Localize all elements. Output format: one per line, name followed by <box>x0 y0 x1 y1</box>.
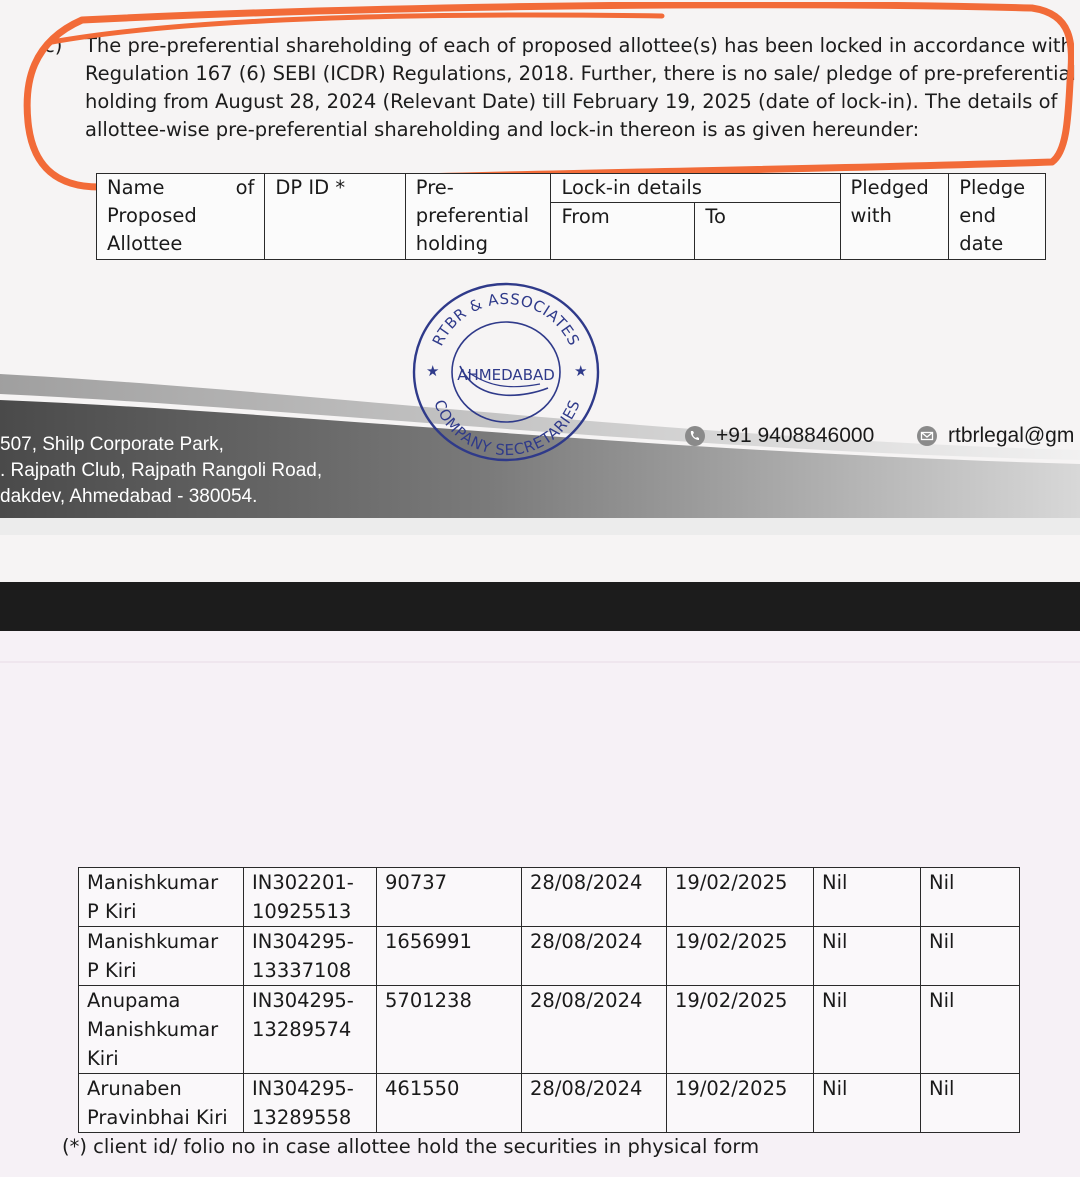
cell-from: 28/08/2024 <box>522 1074 667 1133</box>
allottee-rows-table <box>78 867 1020 1133</box>
cell-text: IN304295- <box>252 1077 354 1100</box>
cell-from: 28/08/2024 <box>522 868 667 927</box>
cell-to: 19/02/2025 <box>667 868 814 927</box>
header-text: Name <box>107 176 165 199</box>
header-text: Pledged <box>850 176 929 199</box>
cell-text: Manishkumar <box>87 1018 219 1041</box>
paragraph-line: Regulation 167 (6) SEBI (ICDR) Regulations, 2018. Further, there is no sale/ pledge of pre-preferential <box>85 62 1076 85</box>
cell-pledge-end: Nil <box>921 927 1020 986</box>
cell-pledged: Nil <box>814 1074 921 1133</box>
header-text: holding <box>415 232 489 255</box>
col-pledged-header <box>840 174 949 260</box>
col-pledge-end-header <box>949 174 1046 260</box>
seal-star: ★ <box>574 362 588 380</box>
page-edge <box>0 661 1080 663</box>
letterhead-email <box>916 424 1074 448</box>
cell-from: 28/08/2024 <box>522 986 667 1074</box>
cell-text: P Kiri <box>87 959 137 982</box>
email-address: rtbrlegal@gm <box>948 424 1075 447</box>
cell-text: IN304295- <box>252 930 354 953</box>
cell-pledged: Nil <box>814 986 921 1074</box>
seal-city: AHMEDABAD <box>457 366 555 384</box>
header-text: Pledge <box>959 176 1026 199</box>
cell-to: 19/02/2025 <box>667 986 814 1074</box>
cell-holding: 1656991 <box>377 927 522 986</box>
cell-from: 28/08/2024 <box>522 927 667 986</box>
cell-pledged: Nil <box>814 868 921 927</box>
header-text: with <box>850 204 892 227</box>
cell-holding: 5701238 <box>377 986 522 1074</box>
col-name-header <box>97 174 265 260</box>
table-row <box>79 868 1020 927</box>
cell-text: IN302201- <box>252 871 354 894</box>
header-text: Pre- <box>415 176 454 199</box>
header-text: end <box>959 204 996 227</box>
allottee-header-table <box>96 173 1046 260</box>
address-line: dakdev, Ahmedabad - 380054. <box>0 486 258 507</box>
cell-dpid <box>244 986 377 1074</box>
cell-text: 13289574 <box>252 1018 352 1041</box>
table-row <box>79 927 1020 986</box>
cell-holding: 90737 <box>377 868 522 927</box>
paragraph-line: The pre-preferential shareholding of each of proposed allottee(s) has been locked in accordance with <box>85 34 1073 57</box>
col-dpid-header: DP ID * <box>265 174 405 260</box>
paragraph-line: allottee-wise pre-preferential shareholding and lock-in thereon is as given hereunder: <box>85 118 920 141</box>
table-footnote: (*) client id/ folio no in case allottee hold the securities in physical form <box>62 1135 760 1158</box>
cell-text: P Kiri <box>87 900 137 923</box>
cell-text: Manishkumar <box>87 930 219 953</box>
document-page-top <box>0 0 1080 582</box>
cell-pledge-end: Nil <box>921 1074 1020 1133</box>
seal-top-text: RTBR & ASSOCIATES <box>428 289 584 349</box>
header-text: date <box>959 232 1004 255</box>
cell-name <box>79 986 244 1074</box>
cell-dpid <box>244 868 377 927</box>
cell-text: Pravinbhai Kiri <box>87 1106 228 1129</box>
page-divider <box>0 582 1080 631</box>
col-from-header: From <box>551 203 695 260</box>
cell-pledge-end: Nil <box>921 986 1020 1074</box>
cell-text: Manishkumar <box>87 871 219 894</box>
col-to-header: To <box>695 203 840 260</box>
table-row <box>79 986 1020 1074</box>
cell-to: 19/02/2025 <box>667 927 814 986</box>
cell-name <box>79 1074 244 1133</box>
header-text: Allottee <box>107 232 183 255</box>
cell-text: 13289558 <box>252 1106 352 1129</box>
header-text: preferential <box>415 204 529 227</box>
cell-name <box>79 927 244 986</box>
header-text: of <box>235 176 255 199</box>
header-text: Proposed <box>107 204 197 227</box>
cell-pledged: Nil <box>814 927 921 986</box>
cell-to: 19/02/2025 <box>667 1074 814 1133</box>
cell-pledge-end: Nil <box>921 868 1020 927</box>
phone-icon <box>684 425 706 447</box>
cell-text: Kiri <box>87 1047 119 1070</box>
col-holding-header <box>405 174 551 260</box>
item-label: c) <box>44 34 63 57</box>
cell-text: IN304295- <box>252 989 354 1012</box>
cell-text: 10925513 <box>252 900 352 923</box>
paragraph-line: holding from August 28, 2024 (Relevant Date) till February 19, 2025 (date of lock-in). The details of <box>85 90 1058 113</box>
letterhead-phone <box>684 424 874 448</box>
seal-bottom-text: COMPANY SECRETARIES <box>430 397 584 460</box>
cell-text: Anupama <box>87 989 181 1012</box>
mail-icon <box>916 425 938 447</box>
cell-text: Arunaben <box>87 1077 182 1100</box>
phone-number: +91 9408846000 <box>716 424 875 447</box>
address-line: . Rajpath Club, Rajpath Rangoli Road, <box>0 460 323 481</box>
col-lockin-header: Lock-in details <box>551 174 840 203</box>
cell-text: 13337108 <box>252 959 352 982</box>
table-row <box>79 1074 1020 1133</box>
company-seal <box>408 276 604 462</box>
cell-holding: 461550 <box>377 1074 522 1133</box>
cell-name <box>79 868 244 927</box>
seal-star: ★ <box>426 362 440 380</box>
cell-dpid <box>244 927 377 986</box>
cell-dpid <box>244 1074 377 1133</box>
letterhead-address <box>0 432 322 510</box>
lock-in-paragraph <box>44 32 1076 144</box>
address-line: 507, Shilp Corporate Park, <box>0 434 224 455</box>
